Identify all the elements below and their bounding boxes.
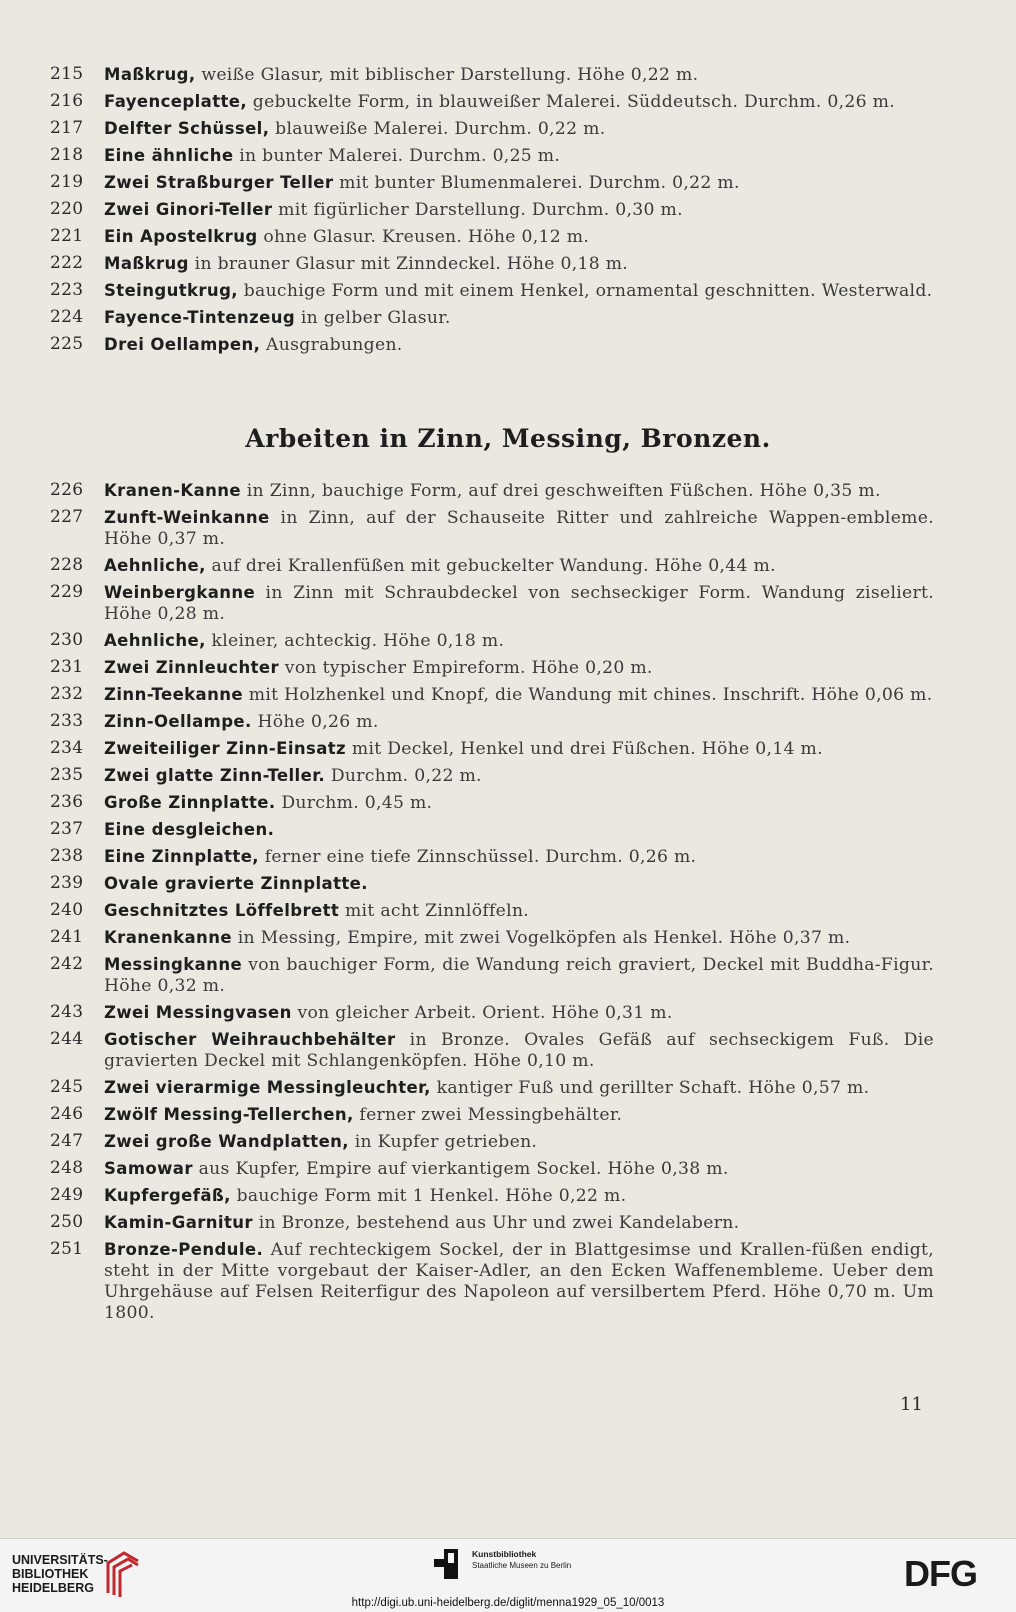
catalog-entry [0, 738, 1016, 760]
catalog-entry [0, 927, 1016, 949]
catalog-entry [0, 846, 1016, 868]
entry-description: kleiner, achteckig. Höhe 0,18 m. [205, 631, 505, 651]
section-heading: Arbeiten in Zinn, Messing, Bronzen. [245, 424, 771, 453]
entry-title: Bronze-Pendule. [104, 1240, 264, 1259]
catalog-entry [0, 334, 1016, 356]
library-name-line: BIBLIOTHEK [12, 1567, 89, 1581]
entry-number: 228 [50, 555, 84, 575]
catalog-entry [0, 1131, 1016, 1153]
entry-title: Kranen-Kanne [104, 481, 241, 500]
entry-description: Durchm. 0,22 m. [325, 766, 482, 786]
catalog-entry [0, 145, 1016, 167]
entry-number: 238 [50, 846, 84, 866]
catalog-entry [0, 280, 1016, 302]
catalog-entry [0, 507, 1016, 550]
entry-description: bauchige Form und mit einem Henkel, ornamental geschnitten. Westerwald. [237, 281, 933, 301]
catalog-entry [0, 900, 1016, 922]
entry-number: 240 [50, 900, 84, 920]
entry-description: blauweiße Malerei. Durchm. 0,22 m. [269, 119, 606, 139]
footer-bar [0, 1538, 1016, 1612]
entry-number: 227 [50, 507, 84, 527]
entry-title: Eine desgleichen. [104, 820, 275, 839]
entry-description: in Zinn, auf der Schauseite Ritter und zahlreiche Wappen-embleme. Höhe 0,37 m. [104, 508, 934, 549]
entry-number: 232 [50, 684, 84, 704]
catalog-entry [0, 657, 1016, 679]
entry-number: 216 [50, 91, 84, 111]
entry-number: 221 [50, 226, 84, 246]
entry-number: 247 [50, 1131, 84, 1151]
entry-title: Steingutkrug, [104, 281, 238, 300]
entry-title: Zweiteiliger Zinn-Einsatz [104, 739, 347, 758]
entry-description: bauchige Form mit 1 Henkel. Höhe 0,22 m. [230, 1186, 627, 1206]
catalog-entry [0, 480, 1016, 502]
entry-title: Große Zinnplatte. [104, 793, 276, 812]
source-url[interactable]: http://digi.ub.uni-heidelberg.de/diglit/menna1929_05_10/0013 [351, 1597, 665, 1609]
kunstbibliothek-subtitle: Staatliche Museen zu Berlin [472, 1561, 572, 1570]
catalog-entry [0, 819, 1016, 841]
entry-title: Aehnliche, [104, 556, 206, 575]
catalog-entry [0, 118, 1016, 140]
catalog-entry [0, 1212, 1016, 1234]
kunstbibliothek-title: Kunstbibliothek [472, 1549, 537, 1559]
entry-description: aus Kupfer, Empire auf vierkantigem Sockel. Höhe 0,38 m. [192, 1159, 729, 1179]
entry-title: Zwei vierarmige Messingleuchter, [104, 1078, 431, 1097]
entry-number: 222 [50, 253, 84, 273]
entry-number: 250 [50, 1212, 84, 1232]
entry-description: ferner eine tiefe Zinnschüssel. Durchm. 0,26 m. [258, 847, 697, 867]
entry-title: Kranenkanne [104, 928, 232, 947]
entry-number: 234 [50, 738, 84, 758]
catalog-entry [0, 1185, 1016, 1207]
entry-description: in gelber Glasur. [295, 308, 451, 328]
catalog-entry [0, 765, 1016, 787]
entry-title: Zwei Straßburger Teller [104, 173, 334, 192]
entry-number: 223 [50, 280, 84, 300]
catalog-entry [0, 711, 1016, 733]
entry-title: Zwei Messingvasen [104, 1003, 292, 1022]
entry-number: 242 [50, 954, 84, 974]
library-name-line: UNIVERSITÄTS- [12, 1553, 108, 1567]
entry-description: ohne Glasur. Kreusen. Höhe 0,12 m. [257, 227, 590, 247]
entry-description: kantiger Fuß und gerillter Schaft. Höhe 0,57 m. [430, 1078, 870, 1098]
entry-list-metalwork [0, 480, 1016, 1329]
entry-description: mit Deckel, Henkel und drei Füßchen. Höhe 0,14 m. [346, 739, 823, 759]
entry-description: auf drei Krallenfüßen mit gebuckelter Wandung. Höhe 0,44 m. [205, 556, 776, 576]
entry-description: Durchm. 0,45 m. [275, 793, 433, 813]
entry-description: in Zinn mit Schraubdeckel von sechseckiger Form. Wandung ziseliert. Höhe 0,28 m. [104, 583, 934, 624]
catalog-entry [0, 91, 1016, 113]
entry-title: Zwei große Wandplatten, [104, 1132, 349, 1151]
entry-description: mit bunter Blumenmalerei. Durchm. 0,22 m. [333, 173, 740, 193]
entry-number: 218 [50, 145, 84, 165]
entry-number: 237 [50, 819, 84, 839]
entry-description: in brauner Glasur mit Zinndeckel. Höhe 0,18 m. [188, 254, 629, 274]
entry-title: Messingkanne [104, 955, 243, 974]
entry-number: 215 [50, 64, 84, 84]
entry-number: 217 [50, 118, 84, 138]
entry-title: Zwei glatte Zinn-Teller. [104, 766, 326, 785]
entry-description: in Kupfer getrieben. [348, 1132, 538, 1152]
kunstbibliothek-logo-icon[interactable] [434, 1549, 464, 1579]
entry-description: mit figürlicher Darstellung. Durchm. 0,30 m. [272, 200, 683, 220]
entry-number: 226 [50, 480, 84, 500]
entry-title: Maßkrug [104, 254, 189, 273]
catalog-entry [0, 954, 1016, 997]
catalog-entry [0, 1029, 1016, 1072]
catalog-entry [0, 1002, 1016, 1024]
entry-title: Zwei Ginori-Teller [104, 200, 273, 219]
entry-list-ceramics [0, 64, 1016, 361]
entry-title: Delfter Schüssel, [104, 119, 270, 138]
entry-title: Maßkrug, [104, 65, 196, 84]
entry-title: Kupfergefäß, [104, 1186, 231, 1205]
entry-description: von gleicher Arbeit. Orient. Höhe 0,31 m. [291, 1003, 673, 1023]
entry-number: 246 [50, 1104, 84, 1124]
entry-number: 239 [50, 873, 84, 893]
entry-description: Auf rechteckigem Sockel, der in Blattgesimse und Krallen-füßen endigt, steht in der Mitte vorgebaut der Kaiser-Adler, an den Ecken Waffenembleme. Ueber dem Uhrgehäuse auf Felsen Reiterfigur des Napoleon auf versilbertem Pferd. Höhe 0,70 m. Um 1800. [104, 1240, 934, 1323]
entry-number: 219 [50, 172, 84, 192]
entry-title: Ovale gravierte Zinnplatte. [104, 874, 368, 893]
entry-number: 231 [50, 657, 84, 677]
entry-title: Gotischer Weihrauchbehälter [104, 1030, 396, 1049]
catalog-entry [0, 873, 1016, 895]
entry-description: mit acht Zinnlöffeln. [339, 901, 530, 921]
entry-title: Samowar [104, 1159, 193, 1178]
university-library-logo[interactable] [12, 1553, 108, 1595]
entry-number: 244 [50, 1029, 84, 1049]
catalog-entry [0, 582, 1016, 625]
entry-number: 249 [50, 1185, 84, 1205]
entry-description: in Bronze. Ovales Gefäß auf sechseckigem Fuß. Die gravierten Deckel mit Schlangenköpfen. Höhe 0,10 m. [104, 1030, 934, 1071]
entry-title: Fayence-Tintenzeug [104, 308, 296, 327]
library-name-line: HEIDELBERG [12, 1581, 94, 1595]
entry-description: weiße Glasur, mit biblischer Darstellung. Höhe 0,22 m. [195, 65, 699, 85]
entry-description: in Zinn, bauchige Form, auf drei geschweiften Füßchen. Höhe 0,35 m. [241, 481, 881, 501]
catalog-entry [0, 684, 1016, 706]
entry-description: Höhe 0,26 m. [251, 712, 379, 732]
catalog-entry [0, 307, 1016, 329]
entry-description: in bunter Malerei. Durchm. 0,25 m. [233, 146, 561, 166]
entry-title: Zunft-Weinkanne [104, 508, 270, 527]
page-number: 11 [900, 1394, 923, 1415]
entry-description: in Bronze, bestehend aus Uhr und zwei Kandelabern. [252, 1213, 740, 1233]
catalog-entry [0, 226, 1016, 248]
entry-title: Eine Zinnplatte, [104, 847, 259, 866]
entry-number: 229 [50, 582, 84, 602]
entry-number: 243 [50, 1002, 84, 1022]
catalog-entry [0, 253, 1016, 275]
entry-description: mit Holzhenkel und Knopf, die Wandung mit chines. Inschrift. Höhe 0,06 m. [242, 685, 933, 705]
catalog-entry [0, 64, 1016, 86]
entry-number: 251 [50, 1239, 84, 1259]
university-mark-icon [102, 1549, 142, 1599]
entry-number: 233 [50, 711, 84, 731]
entry-title: Kamin-Garnitur [104, 1213, 253, 1232]
entry-number: 225 [50, 334, 84, 354]
entry-title: Zinn-Oellampe. [104, 712, 252, 731]
entry-title: Zwei Zinnleuchter [104, 658, 280, 677]
entry-title: Eine ähnliche [104, 146, 234, 165]
entry-title: Drei Oellampen, [104, 335, 261, 354]
entry-number: 224 [50, 307, 84, 327]
entry-title: Weinbergkanne [104, 583, 256, 602]
catalog-entry [0, 630, 1016, 652]
entry-title: Zwölf Messing-Tellerchen, [104, 1105, 354, 1124]
entry-description: ferner zwei Messingbehälter. [353, 1105, 623, 1125]
catalog-entry [0, 1104, 1016, 1126]
entry-title: Zinn-Teekanne [104, 685, 243, 704]
entry-number: 230 [50, 630, 84, 650]
entry-number: 245 [50, 1077, 84, 1097]
entry-number: 235 [50, 765, 84, 785]
catalog-entry [0, 1158, 1016, 1180]
catalog-entry [0, 792, 1016, 814]
catalog-entry [0, 1077, 1016, 1099]
entry-title: Geschnitztes Löffelbrett [104, 901, 340, 920]
entry-description: Ausgrabungen. [260, 335, 403, 355]
entry-title: Aehnliche, [104, 631, 206, 650]
catalog-entry [0, 555, 1016, 577]
entry-number: 241 [50, 927, 84, 947]
entry-description: gebuckelte Form, in blauweißer Malerei. Süddeutsch. Durchm. 0,26 m. [247, 92, 895, 112]
entry-title: Fayenceplatte, [104, 92, 248, 111]
entry-title: Ein Apostelkrug [104, 227, 258, 246]
entry-number: 220 [50, 199, 84, 219]
entry-number: 236 [50, 792, 84, 812]
entry-description: in Messing, Empire, mit zwei Vogelköpfen als Henkel. Höhe 0,37 m. [231, 928, 851, 948]
dfg-logo[interactable]: DFG [904, 1553, 977, 1594]
kunstbibliothek-label [472, 1549, 571, 1571]
entry-description: von typischer Empireform. Höhe 0,20 m. [279, 658, 653, 678]
catalog-entry [0, 199, 1016, 221]
entry-description: von bauchiger Form, die Wandung reich graviert, Deckel mit Buddha-Figur. Höhe 0,32 m. [104, 955, 934, 996]
catalog-entry [0, 172, 1016, 194]
entry-number: 248 [50, 1158, 84, 1178]
catalog-entry [0, 1239, 1016, 1324]
